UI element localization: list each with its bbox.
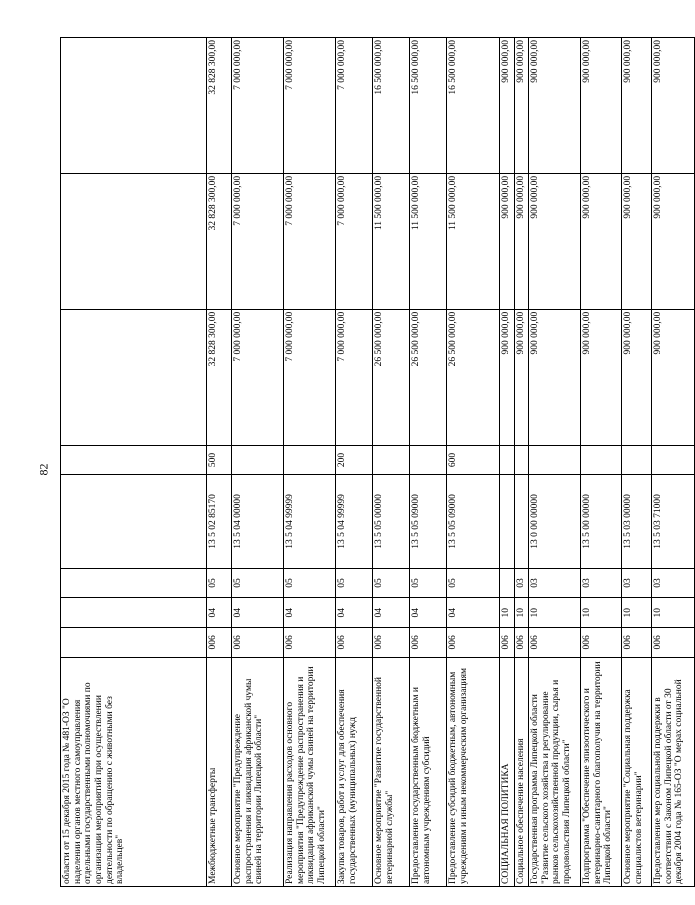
cell-rz: 04 (207, 598, 232, 628)
cell-sum: 32 828 300,00 (207, 309, 232, 445)
cell-rz: 04 (232, 598, 284, 628)
cell-ved: 006 (373, 628, 410, 658)
cell-pr: 05 (207, 568, 232, 598)
table-row (515, 38, 529, 887)
cell-ved (61, 628, 207, 658)
cell-rz: 10 (581, 598, 622, 628)
cell-name: Основное мероприятие "Развитие государственной ветеринарной службы" (373, 657, 410, 886)
cell-csr: 13 5 03 00000 (622, 475, 652, 568)
cell-sum: 7 000 000,00 (232, 309, 284, 445)
cell-year3: 16 500 000,00 (410, 38, 447, 174)
cell-csr: 13 5 05 00000 (373, 475, 410, 568)
cell-rz: 04 (373, 598, 410, 628)
cell-vr (622, 445, 652, 475)
cell-name: Социальное обеспечение населения (515, 657, 529, 886)
cell-name: Подпрограмма "Обеспечение эпизоотического и ветеринарно-санитарного благополучия на территории Липецкой области" (581, 657, 622, 886)
cell-pr (500, 568, 515, 598)
table-row (529, 38, 581, 887)
cell-pr: 05 (232, 568, 284, 598)
table-row (500, 38, 515, 887)
cell-sum: 900 000,00 (622, 309, 652, 445)
table-row (373, 38, 410, 887)
cell-ved: 006 (500, 628, 515, 658)
cell-year3: 32 828 300,00 (207, 38, 232, 174)
cell-csr (500, 475, 515, 568)
cell-pr: 03 (529, 568, 581, 598)
cell-sum: 900 000,00 (515, 309, 529, 445)
cell-name: Предоставление мер социальной поддержки в соответствии с Законом Липецкой области от 30 декабря 2004 года № 165-ОЗ "О мерах социальной (652, 657, 695, 886)
cell-name: Основное мероприятие "Социальная поддержка специалистов ветеринарии" (622, 657, 652, 886)
budget-table (60, 37, 695, 887)
cell-rz: 10 (529, 598, 581, 628)
cell-vr (232, 445, 284, 475)
cell-rz: 04 (410, 598, 447, 628)
cell-ved: 006 (336, 628, 373, 658)
cell-rz: 04 (447, 598, 500, 628)
cell-ved: 006 (284, 628, 336, 658)
cell-pr: 03 (515, 568, 529, 598)
cell-sum: 7 000 000,00 (336, 309, 373, 445)
cell-sum: 900 000,00 (581, 309, 622, 445)
cell-year2: 900 000,00 (515, 173, 529, 309)
cell-csr: 13 5 04 99999 (336, 475, 373, 568)
cell-name: Государственная программа Липецкой области "Развитие сельского хозяйства и регулирование рынков сельскохозяйственной продукции, сырья и продовольствия Липецкой области" (529, 657, 581, 886)
cell-csr: 13 0 00 00000 (529, 475, 581, 568)
cell-year3: 7 000 000,00 (232, 38, 284, 174)
cell-year3: 900 000,00 (581, 38, 622, 174)
cell-year3: 900 000,00 (652, 38, 695, 174)
cell-ved: 006 (652, 628, 695, 658)
cell-name: СОЦИАЛЬНАЯ ПОЛИТИКА (500, 657, 515, 886)
table-row (410, 38, 447, 887)
cell-year2: 900 000,00 (652, 173, 695, 309)
cell-name: области от 15 декабря 2015 года № 481-ОЗ "О наделении органов местного самоуправления отдельными государственными полномочиями по организации мероприятий при осуществлении деятельности по обращению с животными без владельцев" (61, 657, 207, 886)
cell-ved: 006 (232, 628, 284, 658)
cell-ved: 006 (515, 628, 529, 658)
cell-name: Предоставление государственным бюджетным и автономным учреждениям субсидий (410, 657, 447, 886)
cell-pr: 05 (284, 568, 336, 598)
page-number-wrapper (38, 462, 50, 477)
cell-vr: 500 (207, 445, 232, 475)
cell-vr (500, 445, 515, 475)
cell-year2: 7 000 000,00 (284, 173, 336, 309)
cell-rz: 10 (622, 598, 652, 628)
cell-vr (373, 445, 410, 475)
cell-year2 (61, 173, 207, 309)
cell-csr: 13 5 00 00000 (581, 475, 622, 568)
cell-year3: 900 000,00 (500, 38, 515, 174)
cell-sum: 900 000,00 (652, 309, 695, 445)
cell-vr: 200 (336, 445, 373, 475)
table-row (232, 38, 284, 887)
cell-vr (410, 445, 447, 475)
cell-csr: 13 5 03 71000 (652, 475, 695, 568)
cell-year2: 11 500 000,00 (410, 173, 447, 309)
cell-csr (515, 475, 529, 568)
cell-ved: 006 (207, 628, 232, 658)
cell-pr: 05 (410, 568, 447, 598)
cell-vr (515, 445, 529, 475)
cell-year3 (61, 38, 207, 174)
cell-year2: 7 000 000,00 (336, 173, 373, 309)
table-row (581, 38, 622, 887)
cell-ved: 006 (529, 628, 581, 658)
table-row (284, 38, 336, 887)
cell-rz: 04 (284, 598, 336, 628)
cell-rz: 10 (515, 598, 529, 628)
cell-vr (284, 445, 336, 475)
cell-pr: 05 (336, 568, 373, 598)
cell-vr: 600 (447, 445, 500, 475)
cell-year3: 900 000,00 (622, 38, 652, 174)
cell-vr (652, 445, 695, 475)
cell-year2: 11 500 000,00 (447, 173, 500, 309)
cell-year2: 32 828 300,00 (207, 173, 232, 309)
cell-rz: 10 (652, 598, 695, 628)
cell-rz (61, 598, 207, 628)
cell-csr: 13 5 05 09000 (447, 475, 500, 568)
cell-name: Предоставление субсидий бюджетным, автономным учреждениям и иным некоммерческим организациям (447, 657, 500, 886)
table-row (447, 38, 500, 887)
cell-year2: 11 500 000,00 (373, 173, 410, 309)
cell-ved: 006 (581, 628, 622, 658)
cell-name: Межбюджетные трансферты (207, 657, 232, 886)
cell-year3: 900 000,00 (515, 38, 529, 174)
cell-year3: 7 000 000,00 (284, 38, 336, 174)
cell-csr: 13 5 04 99999 (284, 475, 336, 568)
cell-year2: 900 000,00 (581, 173, 622, 309)
cell-pr (61, 568, 207, 598)
cell-sum: 900 000,00 (529, 309, 581, 445)
cell-year3: 7 000 000,00 (336, 38, 373, 174)
cell-sum: 26 500 000,00 (410, 309, 447, 445)
cell-pr: 05 (373, 568, 410, 598)
cell-csr: 13 5 05 09000 (410, 475, 447, 568)
cell-name: Основное мероприятие "Предупреждение распространения и ликвидация африканской чумы свиней на территории Липецкой области" (232, 657, 284, 886)
cell-year3: 16 500 000,00 (447, 38, 500, 174)
cell-pr: 05 (447, 568, 500, 598)
table-row (336, 38, 373, 887)
table-row (207, 38, 232, 887)
cell-sum: 26 500 000,00 (447, 309, 500, 445)
table-body (61, 38, 695, 887)
cell-name: Закупка товаров, работ и услуг для обеспечения государственных (муниципальных) нужд (336, 657, 373, 886)
cell-year3: 16 500 000,00 (373, 38, 410, 174)
cell-pr: 03 (581, 568, 622, 598)
table-row (61, 38, 207, 887)
cell-csr: 13 5 04 00000 (232, 475, 284, 568)
cell-sum (61, 309, 207, 445)
table-row (622, 38, 652, 887)
cell-sum: 7 000 000,00 (284, 309, 336, 445)
cell-vr (61, 445, 207, 475)
cell-sum: 26 500 000,00 (373, 309, 410, 445)
cell-rz: 04 (336, 598, 373, 628)
cell-ved: 006 (447, 628, 500, 658)
cell-csr: 13 5 02 85170 (207, 475, 232, 568)
cell-sum: 900 000,00 (500, 309, 515, 445)
cell-vr (529, 445, 581, 475)
cell-pr: 03 (652, 568, 695, 598)
rotated-table-container (60, 37, 685, 887)
page-number: 82 (36, 463, 51, 476)
cell-year2: 900 000,00 (529, 173, 581, 309)
cell-csr (61, 475, 207, 568)
cell-ved: 006 (410, 628, 447, 658)
cell-year3: 900 000,00 (529, 38, 581, 174)
cell-name: Реализация направления расходов основного мероприятия "Предупреждение распространения и ликвидация африканской чумы свиней на территории Липецкой области" (284, 657, 336, 886)
cell-year2: 900 000,00 (500, 173, 515, 309)
cell-ved: 006 (622, 628, 652, 658)
cell-year2: 7 000 000,00 (232, 173, 284, 309)
cell-vr (581, 445, 622, 475)
cell-pr: 03 (622, 568, 652, 598)
table-row (652, 38, 695, 887)
cell-rz: 10 (500, 598, 515, 628)
cell-year2: 900 000,00 (622, 173, 652, 309)
